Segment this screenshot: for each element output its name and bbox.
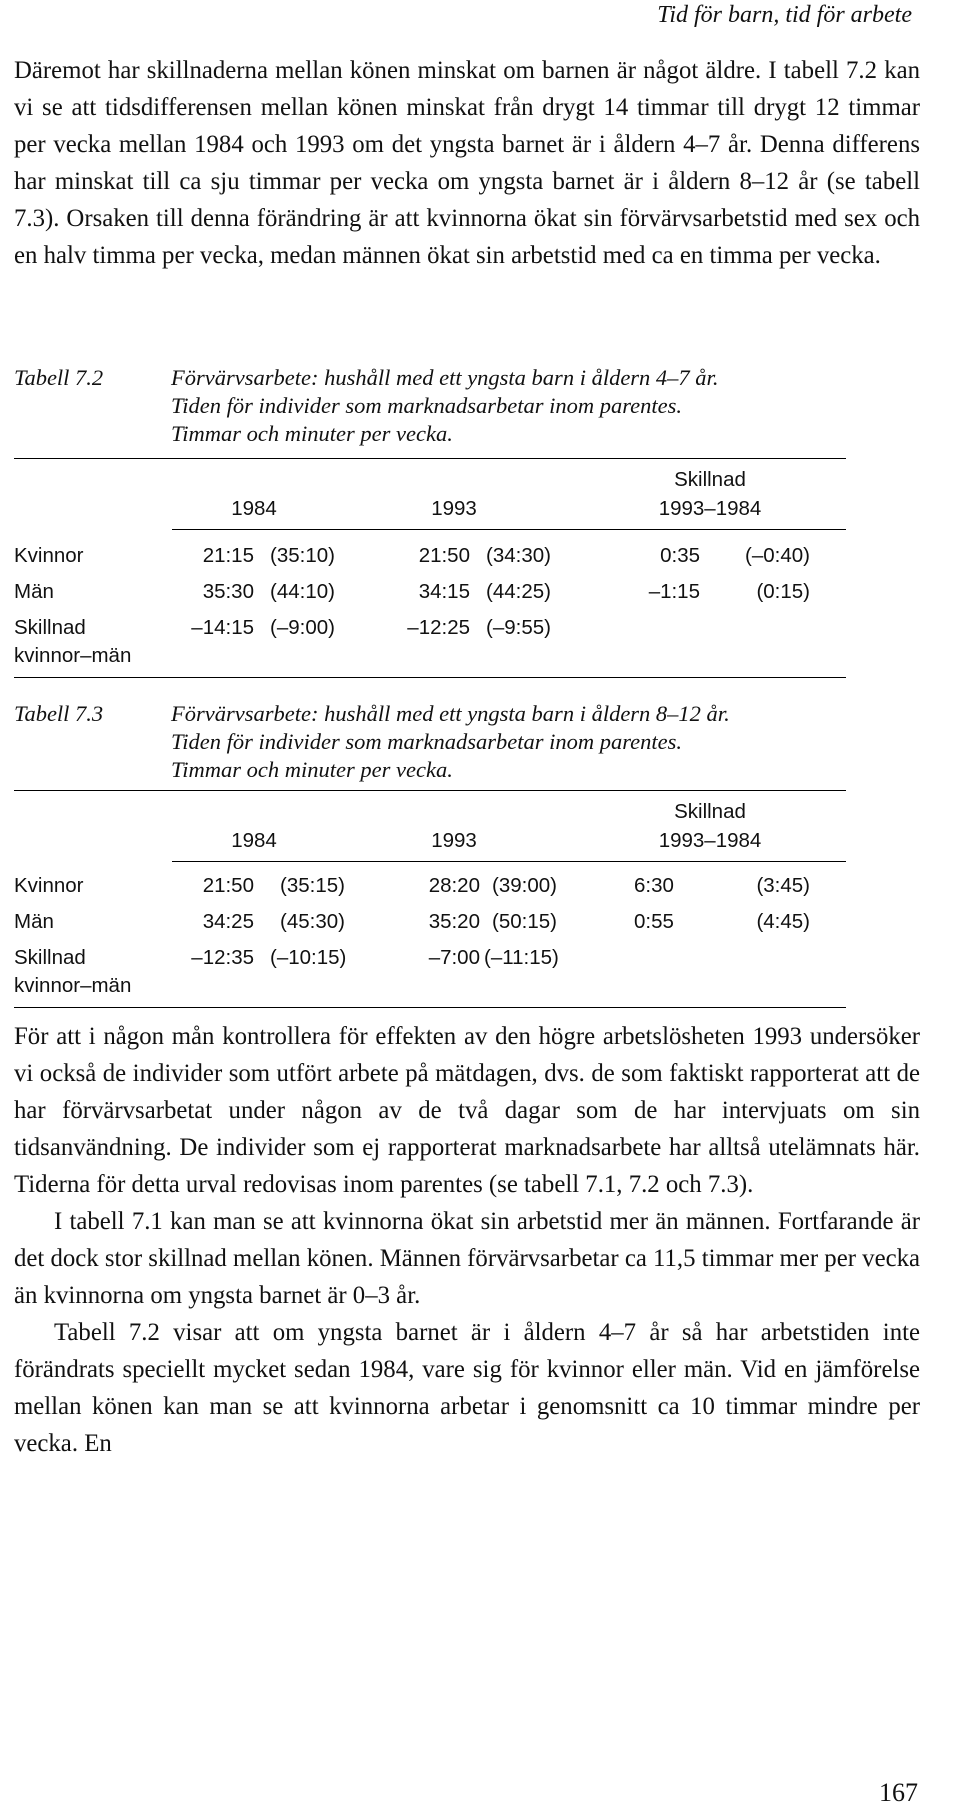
cell-1984-paren: (35:15) — [280, 874, 345, 897]
cell-diff-paren: (3:45) — [756, 874, 810, 897]
cell-1993: –12:25 — [407, 616, 470, 639]
cell-1993-paren: (34:30) — [486, 544, 551, 567]
col-header-1984: 1984 — [231, 497, 277, 520]
cell-diff: 0:55 — [634, 910, 674, 933]
cell-1993: 21:50 — [418, 544, 470, 567]
body-text — [14, 1018, 920, 1462]
table-rule-under-header — [172, 529, 846, 530]
table-7-3-label: Tabell 7.3 — [14, 701, 104, 726]
cell-1984: 35:30 — [202, 580, 254, 603]
table-rule-bottom — [14, 677, 846, 678]
cell-diff: 0:35 — [660, 544, 700, 567]
body-paragraph: I tabell 7.1 kan man se att kvinnorna ökat sin arbetstid mer än männen. Fortfarande är det dock stor skillnad mellan könen. Männen förvärvsarbetar ca 11,5 timmar mer per vecka än kvinnorna om yngsta barnet är 0–3 år. — [14, 1208, 920, 1309]
cell-1993-paren: (39:00) — [492, 874, 557, 897]
col-header-diff-bottom: 1993–1984 — [658, 497, 762, 520]
table-7-3-caption-line: Förvärvsarbete: hushåll med ett yngsta barn i åldern 8–12 år. — [171, 701, 730, 726]
row-label: Skillnad — [14, 616, 86, 639]
table-7-3-caption-line: Tiden för individer som marknadsarbetar inom parentes. — [171, 729, 683, 754]
cell-1984: –12:35 — [191, 946, 254, 969]
table-7-2-label: Tabell 7.2 — [14, 365, 104, 390]
cell-diff: –1:15 — [648, 580, 700, 603]
table-rule-bottom — [14, 1007, 846, 1008]
table-7-3-caption-line: Timmar och minuter per vecka. — [171, 757, 453, 782]
cell-1993: 28:20 — [428, 874, 480, 897]
cell-1984: 21:15 — [202, 544, 254, 567]
cell-1984-paren: (35:10) — [270, 544, 335, 567]
cell-1993-paren: (–9:55) — [486, 616, 551, 639]
body-paragraph: Tabell 7.2 visar att om yngsta barnet är i åldern 4–7 år så har arbetstiden inte förändrats speciellt mycket sedan 1984, vare sig för kvinnor eller män. Vid en jämförelse mellan könen kan man se att kvinnorna arbetar i genomsnitt ca 10 timmar mindre per vecka. En — [14, 1319, 920, 1457]
cell-1993: –7:00 — [428, 946, 480, 969]
cell-diff-paren: (0:15) — [756, 580, 810, 603]
col-header-1984: 1984 — [231, 829, 277, 852]
cell-1984: 34:25 — [202, 910, 254, 933]
intro-paragraph — [14, 52, 920, 274]
table-rule-top — [14, 458, 846, 459]
table-rule-top — [14, 790, 846, 791]
cell-1984: 21:50 — [202, 874, 254, 897]
col-header-diff-top: Skillnad — [674, 468, 746, 491]
intro-text: Däremot har skillnaderna mellan könen minskat om barnen är något äldre. I tabell 7.2 kan vi se att tidsdifferensen mellan könen minskat från drygt 14 timmar till drygt 12 timmar per vecka mellan 1984 och 1993 om det yngsta barnet är i åldern 4–7 år. Denna differens har minskat till ca sju timmar per vecka om yngsta barnet är i åldern 8–12 år (se tabell 7.3). Orsaken till denna förändring är att kvinnorna ökat sin förvärvsarbetstid med sex och en halv timma per vecka, medan männen ökat sin arbetstid med ca en timma per vecka. — [14, 57, 920, 269]
cell-diff: 6:30 — [634, 874, 674, 897]
cell-1984-paren: (–10:15) — [270, 946, 347, 969]
cell-1984: –14:15 — [191, 616, 254, 639]
cell-1993: 34:15 — [418, 580, 470, 603]
table-7-2-caption-line: Förvärvsarbete: hushåll med ett yngsta barn i åldern 4–7 år. — [171, 365, 719, 390]
row-label-sub: kvinnor–män — [14, 644, 132, 667]
cell-1993-paren: (44:25) — [486, 580, 551, 603]
col-header-diff-bottom: 1993–1984 — [658, 829, 762, 852]
running-header: Tid för barn, tid för arbete — [657, 2, 912, 28]
body-paragraph: För att i någon mån kontrollera för effekten av den högre arbetslösheten 1993 undersöker vi också de individer som utfört arbete på mätdagen, dvs. de som faktiskt rapporterat att de har förvärvsarbetat under någon av de två dagar som de har intervjuats om sin tidsanvändning. De individer som ej rapporterat marknadsarbete har alltså utelämnats här. Tiderna för detta urval redovisas inom parentes (se tabell 7.1, 7.2 och 7.3). — [14, 1023, 920, 1198]
col-header-1993: 1993 — [431, 497, 477, 520]
cell-diff-paren: (–0:40) — [745, 544, 810, 567]
cell-1993: 35:20 — [428, 910, 480, 933]
row-label: Kvinnor — [14, 544, 84, 567]
cell-1993-paren: (–11:15) — [484, 946, 559, 969]
cell-1984-paren: (44:10) — [270, 580, 335, 603]
row-label: Män — [14, 580, 54, 603]
row-label: Män — [14, 910, 54, 933]
table-7-2-caption-line: Tiden för individer som marknadsarbetar inom parentes. — [171, 393, 683, 418]
table-rule-under-header — [172, 861, 846, 862]
row-label-sub: kvinnor–män — [14, 974, 132, 997]
col-header-1993: 1993 — [431, 829, 477, 852]
cell-1984-paren: (–9:00) — [270, 616, 335, 639]
page-number: 167 — [879, 1778, 918, 1807]
table-7-2-caption-line: Timmar och minuter per vecka. — [171, 421, 453, 446]
row-label: Kvinnor — [14, 874, 84, 897]
cell-1984-paren: (45:30) — [280, 910, 345, 933]
cell-diff-paren: (4:45) — [756, 910, 810, 933]
row-label: Skillnad — [14, 946, 86, 969]
cell-1993-paren: (50:15) — [492, 910, 557, 933]
col-header-diff-top: Skillnad — [674, 800, 746, 823]
